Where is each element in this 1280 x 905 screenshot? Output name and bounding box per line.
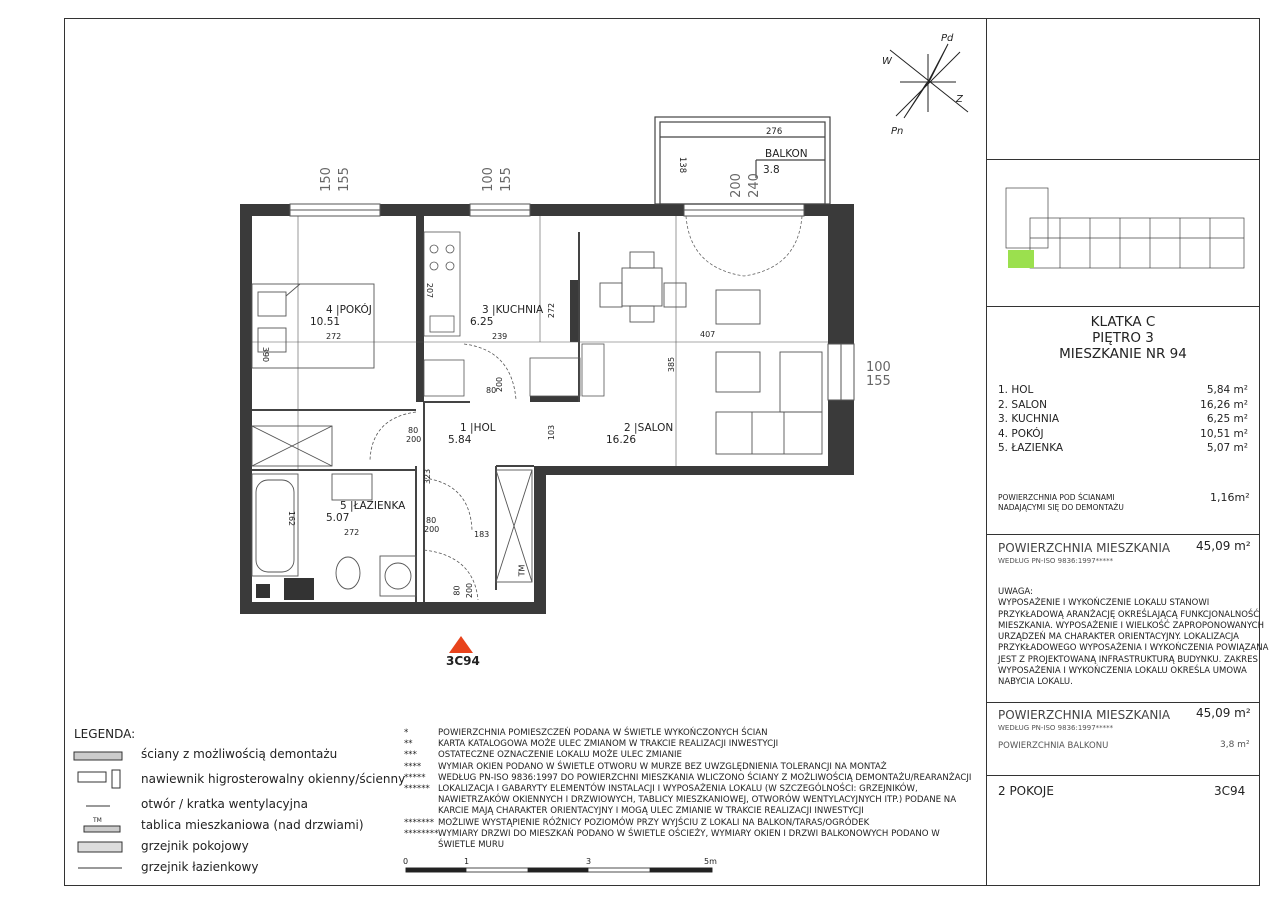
- room-name: KUCHNIA: [495, 304, 544, 316]
- room-area: 5.07: [326, 512, 350, 524]
- room-list: [998, 383, 1248, 456]
- dim: 200: [406, 435, 422, 444]
- walls-area-label-line: NADAJĄCYMI SIĘ DO DEMONTAŻU: [998, 503, 1124, 512]
- room-name: HOL: [473, 422, 496, 434]
- note-text: MOŻLIWE WYSTĄPIENIE RÓŻNICY POZIOMÓW PRZY WYJŚCIU Z LOKALI NA BALKON/TARAS/OGRÓDEK: [438, 817, 870, 828]
- window-dim: 150: [318, 167, 334, 192]
- room-name: SALON: [637, 422, 674, 434]
- uwaga-line: PRZYKŁADOWĄ ARANŻACJĘ OKREŚLAJĄCĄ FUNKCJONALNOŚĆ: [998, 609, 1260, 620]
- window-dim: 155: [498, 167, 514, 192]
- room-number: 3: [482, 304, 489, 316]
- room-dim: 239: [492, 332, 508, 341]
- room-row-name: 1. HOL: [998, 384, 1034, 396]
- apartment-area-value-2: 45,09 m²: [1196, 706, 1251, 720]
- site-thumbnail: [1004, 188, 1244, 268]
- uwaga-line: PRZYKŁADOWEGO WYPOSAŻENIA I WYKOŃCZENIA POWIĄZANA: [998, 643, 1269, 654]
- balcony-area-value: 3,8 m²: [1220, 740, 1250, 750]
- room-dim: 272: [326, 332, 342, 341]
- note-text: POWIERZCHNIA POMIESZCZEŃ PODANA W ŚWIETLE WYKOŃCZONYCH ŚCIAN: [438, 728, 768, 738]
- pietro: PIĘTRO 3: [1092, 330, 1154, 346]
- window-dim: 200: [728, 173, 744, 198]
- note-text: WYMIARY DRZWI DO MIESZKAŃ PODANO W ŚWIETLE OŚCIEŻY, WYMIARY OKIEN I DRZWI BALKONOWYCH PODANO W ŚWIETLE MURU: [438, 828, 940, 851]
- room-area: 6.25: [470, 316, 494, 328]
- dim: 200: [465, 582, 475, 599]
- note-key: **: [404, 739, 413, 750]
- tablica-label: TM: [517, 564, 527, 577]
- room-pokoj: 4 |POKÓJ 10.51: [310, 304, 372, 328]
- legend-item: grzejnik pokojowy: [141, 839, 249, 853]
- room-kuchnia: 3 |KUCHNIA 6.25: [470, 304, 544, 328]
- room-row-area: 5,07 m²: [1206, 442, 1248, 454]
- room-row: [998, 412, 1248, 427]
- window-dim: 100: [866, 360, 891, 375]
- window-dim: 240: [746, 173, 762, 198]
- apartment-area-sub-2: WEDŁUG PN-ISO 9836:1997*****: [998, 724, 1114, 732]
- dim: 162: [287, 510, 297, 527]
- scale-tick: 1: [464, 857, 470, 866]
- scale-tick: 5m: [704, 857, 717, 866]
- note-text: WEDŁUG PN-ISO 9836:1997 DO POWIERZCHNI MIESZKANIA WLICZONO ŚCIANY Z MOŻLIWOŚCIĄ DEMONTAŻU/REARANŻACJI: [438, 772, 972, 783]
- dim: 200: [424, 525, 440, 534]
- uwaga-line: NABYCIA LOKALU.: [998, 677, 1073, 688]
- balkon-dim-depth: 138: [677, 156, 688, 174]
- compass-west: W: [882, 56, 892, 67]
- legend-item: otwór / kratka wentylacyjna: [141, 797, 308, 811]
- room-row: [998, 383, 1248, 398]
- note-key: *******: [404, 817, 435, 828]
- legend-item: grzejnik łazienkowy: [141, 860, 259, 874]
- compass-north: Pn: [891, 126, 904, 137]
- room-row-area: 6,25 m²: [1206, 413, 1248, 425]
- dim: 323: [423, 468, 433, 485]
- room-row-name: 3. KUCHNIA: [998, 413, 1060, 425]
- compass-east: Z: [956, 94, 963, 105]
- uwaga-line: JEST Z PROJEKTOWANĄ INFRASTRUKTURĄ BUDYNKU. ZAKRES: [998, 654, 1258, 665]
- room-lazienka: 5 |ŁAZIENKA 5.07: [326, 500, 406, 524]
- room-row-area: 5,84 m²: [1206, 384, 1248, 396]
- dim: 80: [452, 585, 462, 596]
- window-dim: 155: [336, 167, 352, 192]
- apartment-area-label-2: POWIERZCHNIA MIESZKANIA: [998, 708, 1171, 722]
- note-key: *: [404, 728, 409, 738]
- room-area: 10.51: [310, 316, 341, 328]
- dim: 390: [261, 346, 271, 363]
- apartment-area-sub: WEDŁUG PN-ISO 9836:1997*****: [998, 557, 1114, 565]
- window-dim: 100: [480, 167, 496, 192]
- uwaga-line: WYPOSAŻENIE I WYKOŃCZENIE LOKALU STANOWI: [998, 598, 1210, 609]
- legend-item: nawiewnik higrosterowalny okienny/ścienny: [141, 772, 406, 786]
- room-hol: 1 |HOL 5.84: [448, 422, 496, 446]
- mieszkanie: MIESZKANIE NR 94: [1059, 346, 1187, 362]
- unit-code: 3C94: [1214, 784, 1246, 798]
- dim: 80: [426, 516, 437, 525]
- window-dim: 155: [866, 374, 891, 389]
- walls-area-label: [998, 493, 1124, 513]
- room-salon: 2 |SALON 16.26: [606, 422, 674, 446]
- room-row: [998, 441, 1248, 456]
- dim: 272: [547, 302, 557, 319]
- unit-marker: 3C94: [446, 654, 480, 668]
- uwaga-line: MIESZKANIA. WYPOSAŻENIE I WIELKOŚĆ ZAPROPONOWANYCH: [998, 620, 1264, 631]
- room-name: POKÓJ: [339, 304, 372, 316]
- unit-header: [998, 314, 1248, 362]
- dim: 385: [667, 356, 677, 373]
- room-dim: 272: [344, 528, 360, 537]
- balkon-area: 3.8: [763, 164, 780, 176]
- room-number: 2: [624, 422, 631, 434]
- walls-area-value: 1,16m²: [1210, 491, 1250, 504]
- note-key: ******: [404, 784, 430, 795]
- balkon-label: BALKON: [765, 148, 808, 160]
- note-text: KARTA KATALOGOWA MOŻE ULEC ZMIANOM W TRAKCIE REALIZACJI INWESTYCJI: [438, 739, 779, 750]
- scale-tick: 0: [403, 857, 409, 866]
- klatka: KLATKA C: [1090, 314, 1156, 330]
- legend-tm-symbol: TM: [93, 817, 102, 824]
- room-row-name: 5. ŁAZIENKA: [998, 442, 1064, 454]
- legend-item: ściany z możliwością demontażu: [141, 747, 338, 761]
- room-row: [998, 427, 1248, 442]
- room-number: 1: [460, 422, 467, 434]
- scale-tick: 3: [586, 857, 592, 866]
- dim: 103: [547, 424, 557, 441]
- room-row-area: 10,51 m²: [1200, 427, 1248, 440]
- room-area: 16.26: [606, 434, 637, 446]
- legend-title: LEGENDA:: [74, 727, 136, 741]
- dim: 407: [700, 330, 716, 339]
- note-key: ****: [404, 761, 422, 772]
- apartment-area-value: 45,09 m²: [1196, 539, 1251, 553]
- walls-area-label-line: POWIERZCHNIA POD ŚCIANAMI: [998, 493, 1115, 502]
- dim: 207: [425, 282, 435, 299]
- room-number: 5: [340, 500, 347, 512]
- note-key: *****: [404, 772, 426, 783]
- uwaga-line: WYPOSAŻENIA I WYKOŃCZENIA LOKALU OKREŚLA UMOWA: [998, 666, 1247, 677]
- note-text: WYMIAR OKIEN PODANO W ŚWIETLE OTWORU W MURZE BEZ UWZGLĘDNIENIA TOLERANCJI NA MONTAŻ: [438, 761, 887, 772]
- room-number: 4: [326, 304, 333, 316]
- note-key: ***: [404, 750, 417, 761]
- dim: 183: [474, 530, 490, 539]
- balkon-dim-width: 276: [766, 127, 783, 137]
- room-row-name: 4. POKÓJ: [998, 427, 1044, 440]
- legend-item: tablica mieszkaniowa (nad drzwiami): [141, 818, 364, 832]
- dim: 200: [495, 376, 505, 393]
- note-key: ********: [404, 828, 439, 839]
- note-text: OSTATECZNE OZNACZENIE LOKALU MOŻE ULEC ZMIANIE: [438, 750, 682, 761]
- balcony-area-label: POWIERZCHNIA BALKONU: [998, 741, 1109, 751]
- uwaga-title: UWAGA:: [998, 587, 1033, 597]
- compass-south: Pd: [941, 33, 954, 44]
- footnotes: [404, 728, 974, 851]
- room-count: 2 POKOJE: [998, 784, 1054, 798]
- room-area: 5.84: [448, 434, 472, 446]
- note-text: LOKALIZACJA I GABARYTY ELEMENTÓW INSTALACJI I WYPOSAŻENIA LOKALU (W SZCZEGÓLNOŚCI: GRZEJNIKÓW, NAWIETRZAKÓW OKIENNYCH I DRZWIOWYCH, TABLICY MIESZKANIOWEJ, OTWORÓW WENTYLACYJNYCH ITP.) PODANE NA KARCIE MAJĄ CHARAKTER ORIENTACYJNY I MOGĄ ULEC ZMIANIE W TRAKCIE REALIZACJI INWESTYCJI: [438, 784, 957, 817]
- uwaga-line: URZĄDZEŃ MA CHARAKTER ORIENTACYJNY. LOKALIZACJA: [998, 632, 1239, 643]
- dim: 80: [408, 426, 419, 435]
- room-row-area: 16,26 m²: [1200, 398, 1248, 411]
- uwaga-note: [998, 587, 1268, 689]
- room-row: [998, 398, 1248, 413]
- room-name: ŁAZIENKA: [353, 500, 406, 512]
- room-row-name: 2. SALON: [998, 398, 1047, 411]
- apartment-area-label: POWIERZCHNIA MIESZKANIA: [998, 541, 1171, 555]
- dim: 80: [486, 386, 497, 395]
